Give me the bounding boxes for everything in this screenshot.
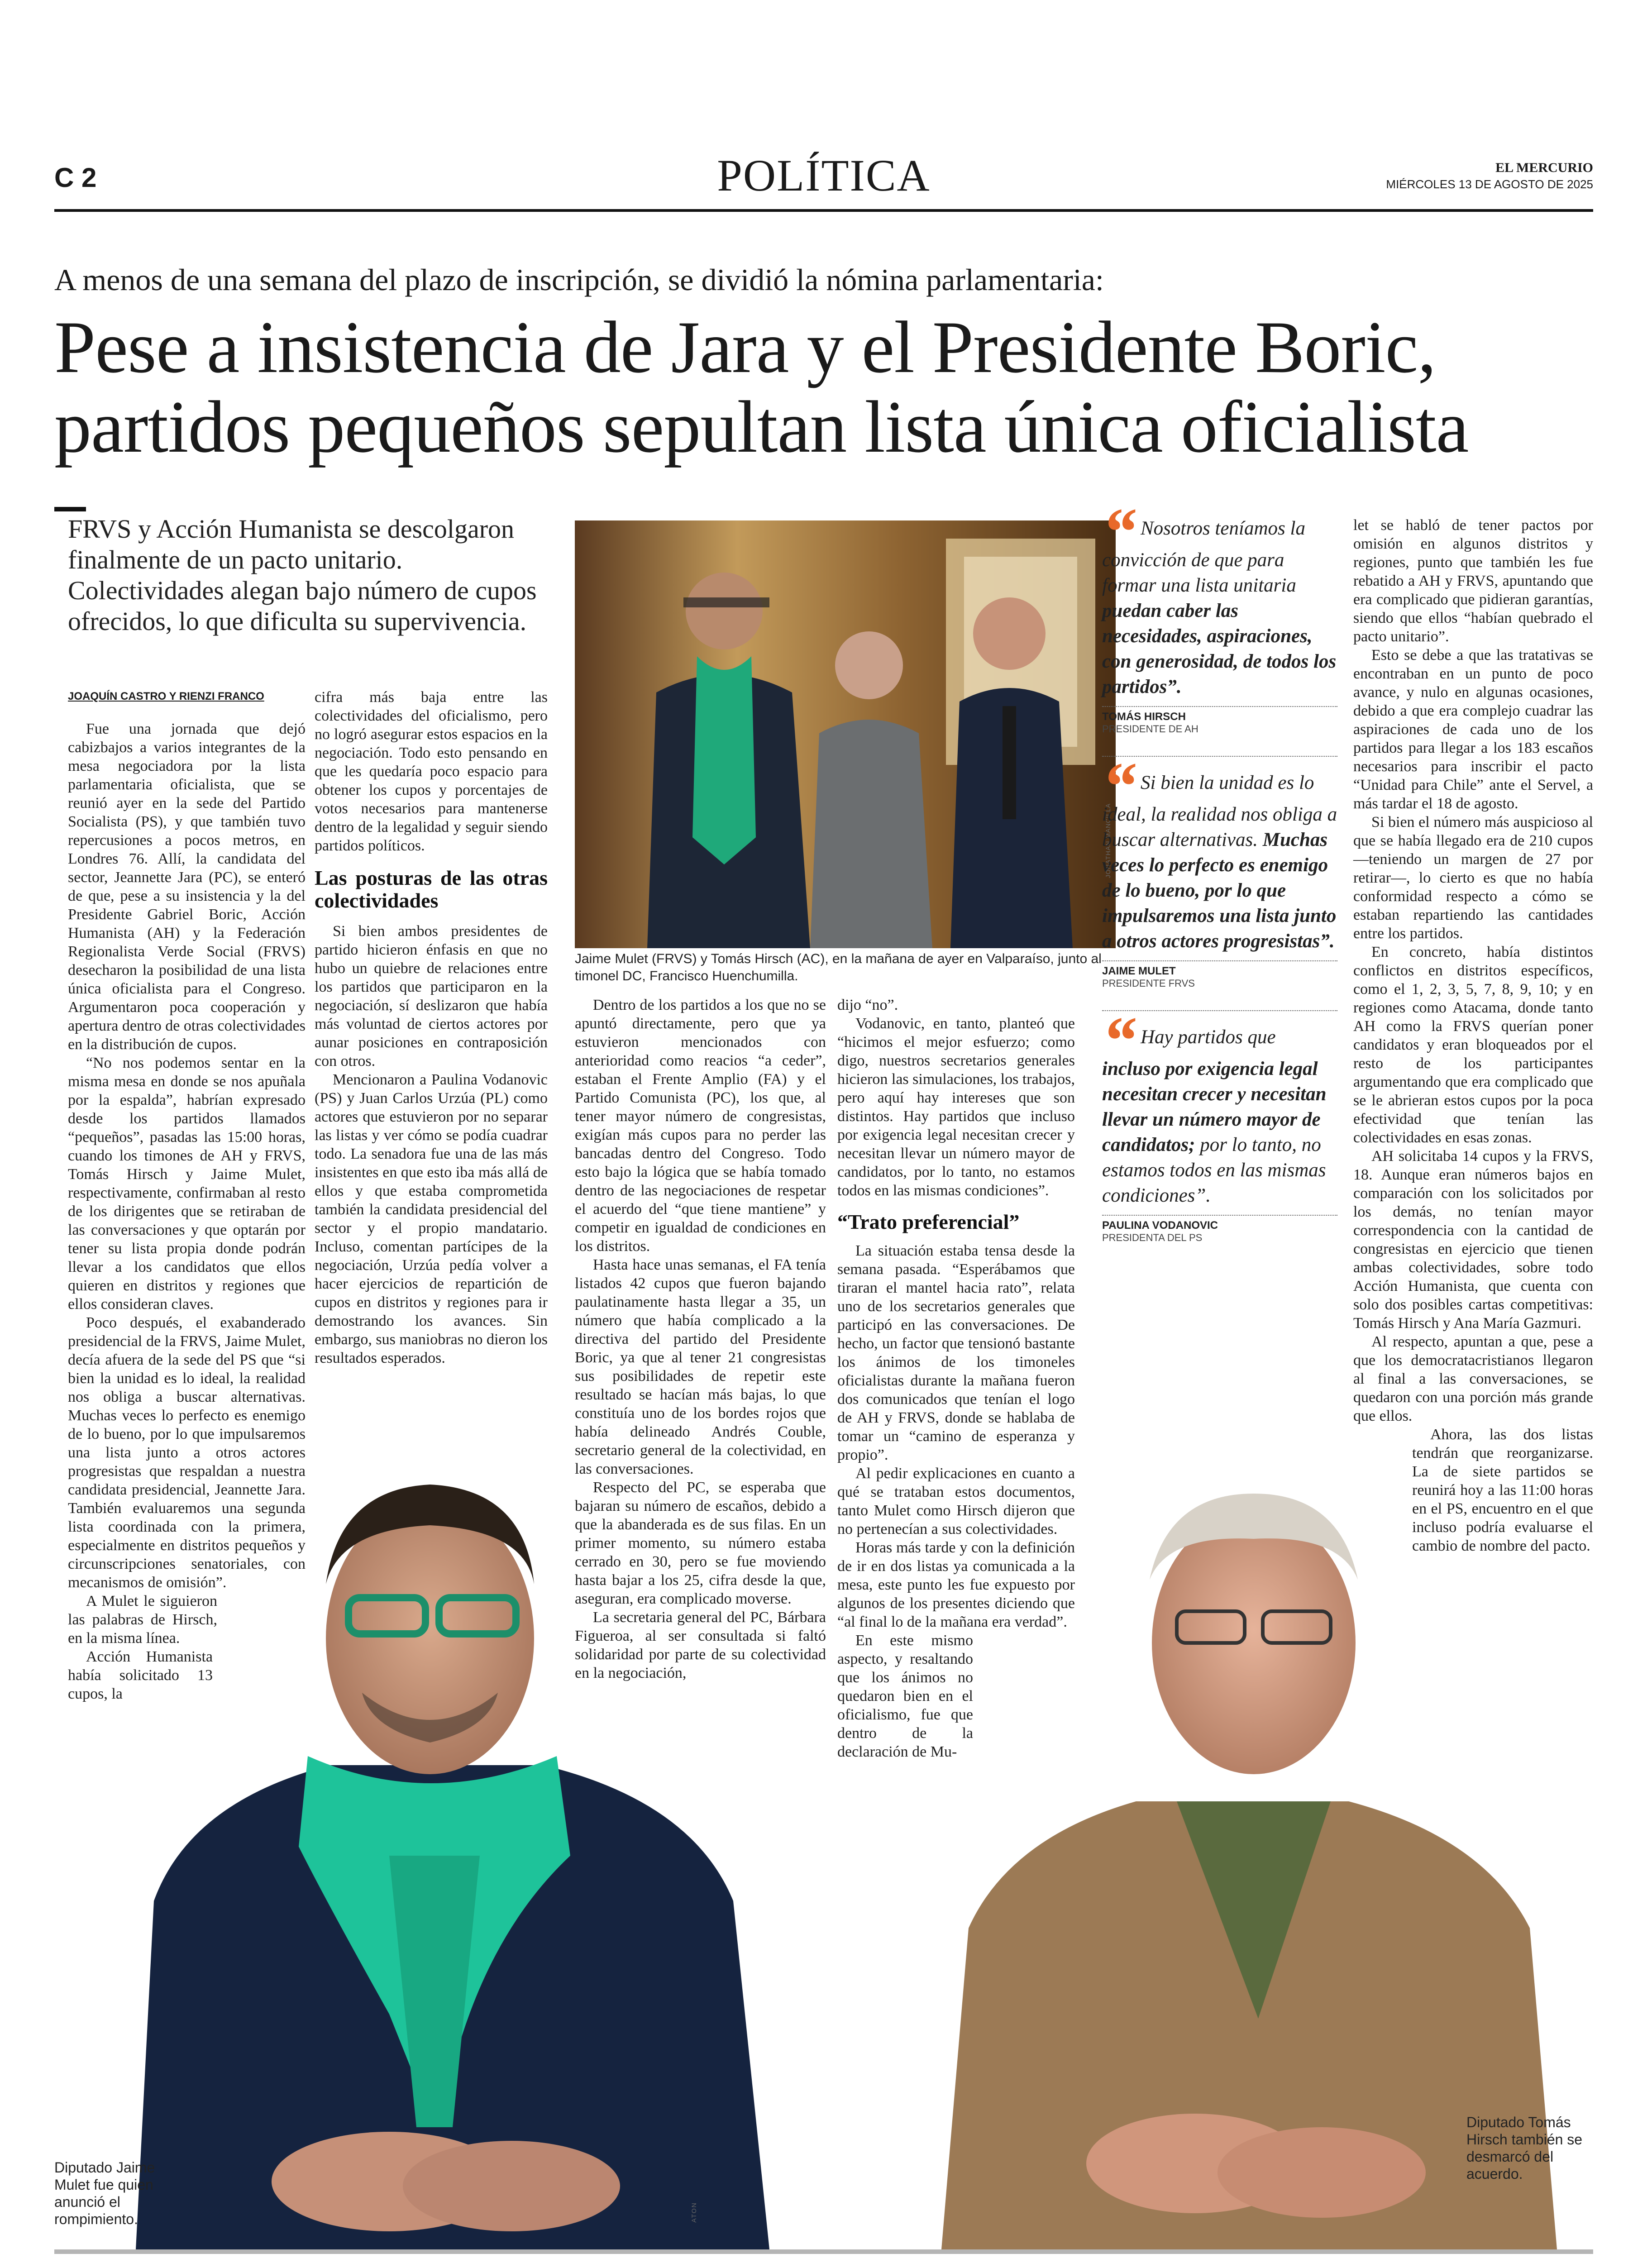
newspaper-name: EL MERCURIO: [1495, 160, 1593, 175]
section-title: POLÍTICA: [717, 150, 931, 201]
pull-quote: [1102, 1003, 1337, 1244]
paragraph: “No nos podemos sentar en la misma mesa en donde se nos apuñala por la espalda”, habrían expresado desde los partidos llamados “pequeños”, pasadas las 15:00 horas, cuando los timones de AH y FRVS, Tomás Hirsch y Jaime Mulet, respectivamente, confirmaban al resto de los dirigentes que se retiraban de las conversaciones y que optarán por tener su lista propia donde podrán llevar a los candidatos que ellos quieren en distritos y regiones que ellos consideran claves.: [68, 1055, 306, 1313]
column-2: [315, 688, 548, 1367]
quote-text-bold: puedan caber las necesidades, aspiraciones, con generosidad, de todos los partidos: [1102, 600, 1337, 697]
quote-role: PRESIDENTE FRVS: [1102, 978, 1195, 989]
masthead: [54, 150, 1593, 217]
paragraph: Horas más tarde y con la definición de ir en dos listas ya comunicada a la mesa, este punto les fue expuesto por algunos de los presentes diciendo que “al final lo de la mañana era verdad”.: [837, 1539, 1075, 1630]
paragraph: Hasta hace unas semanas, el FA tenía listados 42 cupos que fueron bajando paulatinamente hasta llegar a 35, un número que había complicado a la directiva del partido del Presidente Boric, ya que al tener 21 congresistas sus posibilidades de repetir este resultado se hacían más bajas, lo que constituía uno de los bordes rojos que había delineado Andrés Couble, secretario general de la colectividad, en las conversaciones.: [575, 1256, 826, 1477]
page-number: C 2: [54, 162, 97, 193]
paragraph: En este mismo aspecto, y resaltando que los ánimos no quedaron bien en el oficialismo, fue que dentro de la declaración de Mu-: [837, 1632, 973, 1760]
paragraph: Vodanovic, en tanto, planteó que “hicimos el mejor esfuerzo; como digo, nuestros secretarios generales hicieron las simulaciones, los trabajos, pero aquí hay intereses que son distintos. Hay partidos que incluso por exigencia legal necesitan crecer y necesitan llevar un número mayor de candidatos, por lo tanto, no estamos todos en las mismas condiciones”.: [837, 1015, 1075, 1199]
photo-credit-vertical: JONATHAN MANCILLA: [1104, 803, 1112, 878]
quote-text: Hay partidos que: [1141, 1026, 1276, 1048]
quote-text: Nosotros teníamos la convicción de que para formar una lista unitaria: [1102, 518, 1305, 596]
paragraph: Si bien ambos presidentes de partido hicieron énfasis en que no hubo un quiebre de relaciones entre los partidos que participaron en la negociación, sí deslizaron que había más voluntad de ciertos actores por aunar posiciones en contraposición con otros.: [315, 923, 548, 1069]
paragraph: Mencionaron a Paulina Vodanovic (PS) y Juan Carlos Urzúa (PL) como actores que estuvieron por no separar las listas y ver cómo se podía cuadrar todo. La senadora fue una de las más insistentes en que esto iba más allá de ellos y que estaba comprometida también la candidata presidencial del sector y el propio mandatario. Incluso, comentan partícipes de la negociación, Urzúa pedía volver a hacer ejercicios de repartición de cupos en distritos y regiones para ir demostrando los avances. Sin embargo, sus maniobras no dieron los resultados esperados.: [315, 1071, 548, 1366]
main-headline: Pese a insistencia de Jara y el Presidente Boric, partidos pequeños sepultan lista única oficialista: [54, 306, 1469, 468]
paragraph: Dentro de los partidos a los que no se apuntó directamente, pero que ya estuvieron mencionados con anterioridad como reacios “a ceder”, estaban el Frente Amplio (FA) y el Partido Comunista (PC), los que, al tener mayor número de congresistas, exigían más cupos para no perder las bancadas dentro del Congreso. Todo esto bajo la lógica que se había tomado dentro de las negociaciones de respetar el acuerdo del “que tiene mantiene” y competir en igualdad de condiciones en los distritos.: [575, 997, 826, 1255]
pull-quote: [1102, 749, 1337, 989]
paragraph: Fue una jornada que dejó cabizbajos a varios integrantes de la mesa negociadora por la lista parlamentaria oficialista, que se reunió ayer en la sede del Partido Socialista (PS), y que también tuvo repercusiones a pocos metros, en Londres 76. Allí, la candidata del sector, Jeannette Jara (PC), se enteró de que, pese a su insistencia y la del Presidente Gabriel Boric, Acción Humanista (AH) y la Federación Regionalista Verde Social (FRVS) desecharon la posibilidad de una lista única oficialista para el Congreso. Argumentaron poca cooperación y apertura dentro de otras colectividades en la distribución de cupos.: [68, 721, 306, 1053]
quote-role: PRESIDENTE DE AH: [1102, 723, 1198, 735]
quote-author: JAIME MULET: [1102, 960, 1337, 978]
section-separator: [54, 2249, 1593, 2254]
quotes-column: [1102, 494, 1337, 1244]
quote-mark-icon: “: [1102, 749, 1136, 824]
paragraph: let se habló de tener pactos por omisión en algunos distritos y regiones, punto que también les fue rebatido a AH y FRVS, apuntando que era complicado que pidieran garantías, siendo que ellos “habían quebrado el pacto unitario”.: [1353, 517, 1593, 645]
paragraph: En concreto, había distintos conflictos en distritos específicos, como el 1, 2, 3, 5, 7, 8, 9, 10; y en regiones como Atacama, donde tanto AH como la FRVS querían poner candidatos y eran bloqueados por el resto de los participantes argumentando que era complicado que se le abrieran estos cupos por la poca efectividad que tenían las colectividades en esas zonas.: [1353, 944, 1593, 1146]
subheading-trato: “Trato preferencial”: [837, 1210, 1020, 1233]
quote-text: Si bien la unidad es lo ideal, la realidad nos obliga a buscar alternativas.: [1102, 772, 1337, 850]
paragraph: Si bien el número más auspicioso al que se había llegado era de 210 cupos —teniendo un margen de 27 por retirar—, lo cierto es que no había conformidad respecto a cómo se estaban repartiendo las cantidades entre los partidos.: [1353, 814, 1593, 942]
lead: FRVS y Acción Humanista se descolgaron finalmente de un pacto unitario. Colectividades alegan bajo número de cupos ofrecidos, lo que dificulta su supervivencia.: [68, 514, 537, 636]
photo-credit-small: ATON: [690, 2202, 697, 2223]
paragraph: Al respecto, apuntan a que, pese a que los democratacristianos llegaron al final a las conversaciones, se quedaron con una porción más grande que ellos.: [1353, 1333, 1593, 1424]
paragraph: Ahora, las dos listas tendrán que reorganizarse. La de siete partidos se reunirá hoy a las 11:00 horas en el PS, encuentro en el que incluso podría evaluarse el cambio de nombre del pacto.: [1412, 1426, 1593, 1554]
column-6: [1353, 516, 1593, 1555]
quote-author: PAULINA VODANOVIC: [1102, 1215, 1337, 1232]
paragraph: La secretaria general del PC, Bárbara Figueroa, al ser consultada si faltó solidaridad por parte de su colectividad en la negociación,: [575, 1609, 826, 1681]
meeting-photo: [575, 520, 1116, 948]
paragraph: AH solicitaba 14 cupos y la FRVS, 18. Aunque eran números bajos en comparación con los solicitados por los demás, no tenían mayor correspondencia con la cantidad de congresistas en ejercicio que tienen ambas colectividades, sobre todo Acción Humanista, que cuenta con solo dos posibles cartas competitivas: Tomás Hirsch y Ana María Gazmuri.: [1353, 1148, 1593, 1332]
caption-right: Diputado Tomás Hirsch también se desmarcó del acuerdo.: [1466, 2114, 1583, 2182]
issue-date: MIÉRCOLES 13 DE AGOSTO DE 2025: [1386, 177, 1593, 191]
pre-headline: A menos de una semana del plazo de inscripción, se dividió la nómina parlamentaria:: [54, 263, 1104, 297]
quote-text-bold: incluso por exigencia legal necesitan crecer y necesitan llevar un número mayor de candidatos;: [1102, 1058, 1327, 1155]
masthead-rule: [54, 209, 1593, 212]
paragraph: Esto se debe a que las tratativas se encontraban en un punto de poco avance, y nulo en algunas ocasiones, debido a que era complejo cuadrar las aspiraciones de cada uno de los partidos para llegar a los 183 escaños necesarios para inscribir el pacto “Unidad para Chile” ante el Servel, a más tardar el 18 de agosto.: [1353, 647, 1593, 812]
quote-author: TOMÁS HIRSCH: [1102, 706, 1337, 723]
quote-text-end: por lo tanto, no estamos todos en las mismas condiciones”.: [1102, 1134, 1326, 1206]
photo-caption: Jaime Mulet (FRVS) y Tomás Hirsch (AC), en la mañana de ayer en Valparaíso, junto al timonel DC, Francisco Huenchumilla.: [575, 951, 1102, 983]
pull-quote: [1102, 494, 1337, 735]
quote-mark-icon: “: [1102, 1003, 1136, 1078]
paragraph: La situación estaba tensa desde la semana pasada. “Esperábamos que tiraran el mantel hacia rato”, relata uno de los secretarios generales que participó en las conversaciones. De hecho, un factor que tensionó bastante los ánimos de los timoneles oficialistas durante la mañana fueron dos comunicados que tenían el logo de AH y FRVS, donde se hablaba de tomar un “camino de esperanza y propio”.: [837, 1242, 1075, 1463]
paragraph: Poco después, el exabanderado presidencial de la FRVS, Jaime Mulet, decía afuera de la sede del PS que “si bien la unidad es lo ideal, la realidad nos obliga a buscar alternativas. Muchas veces lo perfecto es enemigo de lo bueno, por lo que impulsaremos una lista junto a otros actores progresistas que respaldan a nuestra candidata presidencial, Jeannette Jara. También evaluaremos una segunda lista coordinada con la primera, especialmente en distritos pequeños y circunscripciones senatoriales, con mecanismos de omisión”.: [68, 1314, 306, 1591]
caption-left: Diputado Jaime Mulet fue quien anunció el rompimiento.: [54, 2159, 155, 2227]
quote-role: PRESIDENTA DEL PS: [1102, 1232, 1203, 1243]
subheading-posturas: Las posturas de las otras colectividades: [315, 866, 548, 912]
paragraph: dijo “no”.: [837, 997, 898, 1013]
paragraph: Al pedir explicaciones en cuanto a qué se trataban estos documentos, tanto Mulet como Hirsch dijeron que no pertenecían a sus colectividades.: [837, 1465, 1075, 1537]
paragraph: Respecto del PC, se esperaba que bajaran su número de escaños, debido a que la abanderada es de sus filas. En un primer momento, su número estaba cerrado en 30, pero se fue moviendo hasta bajar a los 25, cifra desde la que, aseguran, era complicado moverse.: [575, 1479, 826, 1607]
quote-text-end: ”.: [1320, 931, 1335, 952]
lead-rule: [54, 507, 86, 511]
paragraph: A Mulet le siguieron las palabras de Hirsch, en la misma línea.: [68, 1593, 217, 1647]
paragraph: cifra más baja entre las colectividades del oficialismo, pero no logró asegurar estos espacios en la negociación. Todo esto pensando en que les quedaría poco espacio para obtener los cupos y porcentajes de votos necesarios para mantenerse dentro de la legalidad y seguir siendo partidos políticos.: [315, 689, 548, 854]
quote-text-end: ”.: [1167, 676, 1182, 697]
paragraph: Acción Humanista había solicitado 13 cupos, la: [68, 1648, 213, 1702]
quote-text-bold: Muchas veces lo perfecto es enemigo de lo bueno, por lo que impulsaremos una lista junto a otros actores progresistas: [1102, 829, 1337, 952]
byline: JOAQUÍN CASTRO Y RIENZI FRANCO: [68, 690, 264, 702]
portrait-mulet: [136, 1448, 769, 2249]
quote-mark-icon: “: [1102, 494, 1136, 569]
